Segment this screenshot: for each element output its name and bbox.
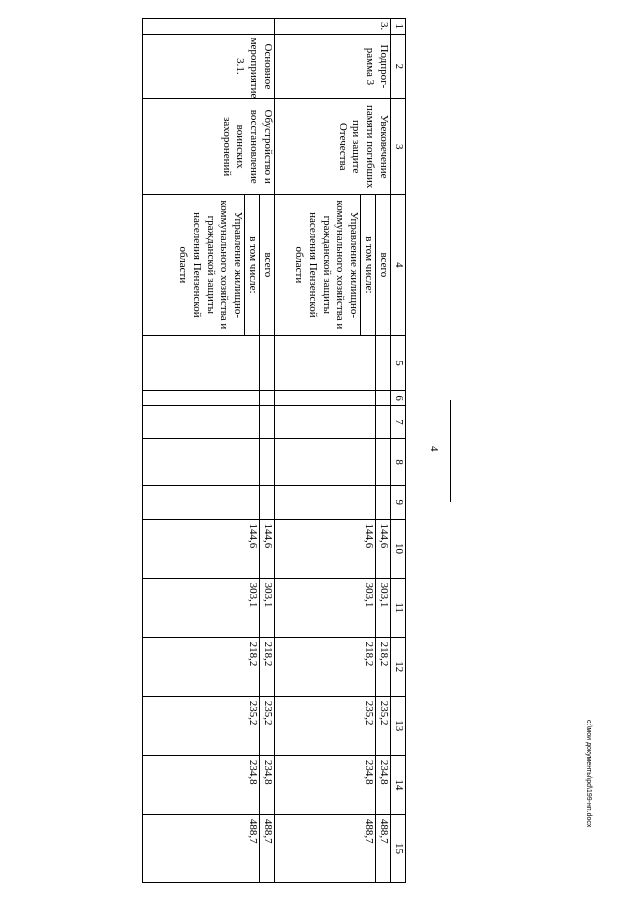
value-cell: 303,1 <box>143 578 260 637</box>
including-label: в том числе: <box>360 195 375 334</box>
value-cell <box>275 486 376 519</box>
row-type: Основное мероприятие 3.1. <box>143 34 275 99</box>
value-cell: 235,2 <box>275 696 376 755</box>
header-cell: 3 <box>391 99 406 195</box>
header-cell: 6 <box>391 391 406 405</box>
budget-table-wrapper <box>94 18 406 883</box>
separator-line <box>450 400 451 502</box>
executor-cell <box>143 195 260 335</box>
row-name: Увековечение памяти погибших при защите Отечества <box>275 99 391 195</box>
header-cell: 2 <box>391 34 406 99</box>
value-cell: 144,6 <box>275 519 376 578</box>
row-number <box>143 19 275 35</box>
value-cell <box>143 391 260 405</box>
header-cell: 9 <box>391 486 406 519</box>
footer-path: c:\мои документы\pd\199-нп.docx <box>585 720 592 828</box>
value-cell <box>275 405 376 438</box>
table-row <box>376 19 391 883</box>
budget-table <box>142 18 406 883</box>
header-cell: 4 <box>391 195 406 335</box>
value-cell <box>143 439 260 486</box>
header-cell: 11 <box>391 578 406 637</box>
value-cell <box>376 391 391 405</box>
value-cell: 234,8 <box>275 755 376 814</box>
value-cell: 235,2 <box>260 696 275 755</box>
header-cell: 15 <box>391 814 406 882</box>
value-cell <box>143 335 260 391</box>
value-cell <box>275 335 376 391</box>
value-cell <box>260 439 275 486</box>
value-cell <box>260 405 275 438</box>
value-cell: 218,2 <box>376 637 391 696</box>
value-cell <box>376 486 391 519</box>
value-cell <box>260 391 275 405</box>
executor-name: Управление жилищно-коммунального хозяйства и гражданской защиты населения Пензенской области <box>177 200 245 330</box>
value-cell: 234,8 <box>143 755 260 814</box>
value-cell <box>260 486 275 519</box>
value-cell <box>260 335 275 391</box>
value-cell: 303,1 <box>260 578 275 637</box>
header-cell: 13 <box>391 696 406 755</box>
total-label: всего <box>376 195 391 335</box>
header-cell: 7 <box>391 405 406 438</box>
table-header-row <box>391 19 406 883</box>
value-cell <box>143 405 260 438</box>
value-cell: 488,7 <box>275 814 376 882</box>
row-name: Обустройство и восстановление воинских захоронений <box>143 99 275 195</box>
header-cell: 8 <box>391 439 406 486</box>
value-cell: 144,6 <box>143 519 260 578</box>
header-cell: 10 <box>391 519 406 578</box>
header-cell: 12 <box>391 637 406 696</box>
header-cell: 1 <box>391 19 406 35</box>
value-cell <box>376 405 391 438</box>
table-row <box>260 19 275 883</box>
value-cell <box>275 391 376 405</box>
value-cell: 488,7 <box>143 814 260 882</box>
total-label: всего <box>260 195 275 335</box>
header-cell: 5 <box>391 335 406 391</box>
value-cell <box>143 486 260 519</box>
value-cell: 488,7 <box>260 814 275 882</box>
executor-cell <box>275 195 376 335</box>
row-type: Подпрог-рамма 3 <box>275 34 391 99</box>
header-cell: 14 <box>391 755 406 814</box>
including-label: в том числе: <box>244 195 259 334</box>
value-cell: 234,8 <box>260 755 275 814</box>
value-cell <box>376 335 391 391</box>
value-cell: 218,2 <box>275 637 376 696</box>
value-cell: 488,7 <box>376 814 391 882</box>
value-cell: 303,1 <box>275 578 376 637</box>
value-cell: 234,8 <box>376 755 391 814</box>
value-cell: 235,2 <box>376 696 391 755</box>
value-cell: 303,1 <box>376 578 391 637</box>
executor-name: Управление жилищно-коммунального хозяйства и гражданской защиты населения Пензенской области <box>293 200 361 330</box>
value-cell: 235,2 <box>143 696 260 755</box>
value-cell: 144,6 <box>260 519 275 578</box>
value-cell <box>376 439 391 486</box>
value-cell <box>275 439 376 486</box>
page-number: 4 <box>428 446 440 452</box>
value-cell: 218,2 <box>143 637 260 696</box>
value-cell: 218,2 <box>260 637 275 696</box>
value-cell: 144,6 <box>376 519 391 578</box>
row-number: 3. <box>275 19 391 35</box>
